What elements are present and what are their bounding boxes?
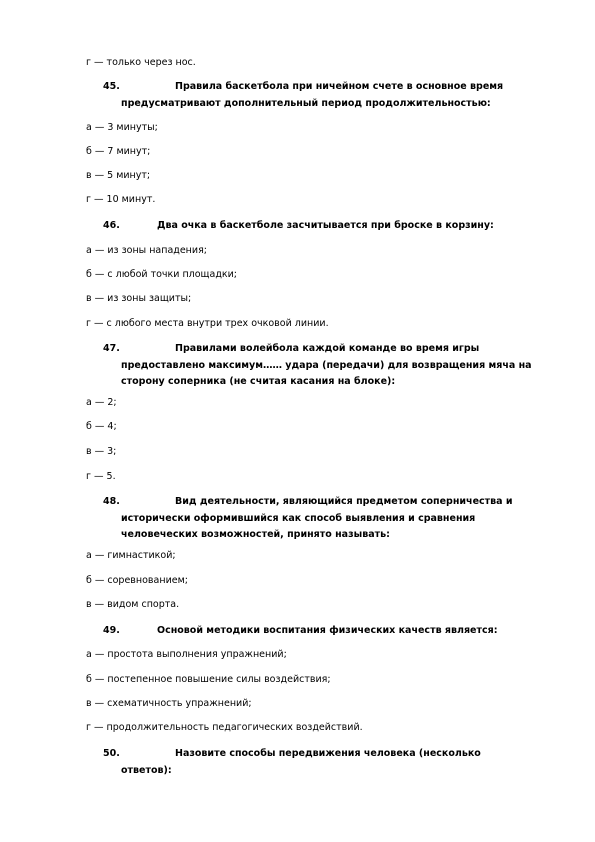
answer-line: б — 4; xyxy=(86,421,117,432)
answer-line: а — из зоны нападения; xyxy=(86,245,207,256)
answer-line: г — с любого места внутри трех очковой линии. xyxy=(86,318,329,329)
question-46 xyxy=(103,218,558,235)
answer-line: а — 3 минуты; xyxy=(86,122,158,133)
answer-line: б — с любой точки площадки; xyxy=(86,269,238,280)
answer-line: г — 5. xyxy=(86,471,116,482)
answer-line: а — гимнастикой; xyxy=(86,550,176,561)
question-text: Основой методики воспитания физических качеств является: xyxy=(157,625,498,636)
question-number: 45. xyxy=(103,81,120,92)
answer-line: а — 2; xyxy=(86,397,117,408)
question-number: 46. xyxy=(103,220,120,231)
question-number: 47. xyxy=(103,343,120,354)
answer-line: в — из зоны защиты; xyxy=(86,293,192,304)
question-text: Вид деятельности, являющийся предметом соперничества и исторически оформившийся как способ выявления и сравнения человеческих возможностей, принято называть: xyxy=(121,496,513,540)
question-text: Два очка в баскетболе засчитывается при броске в корзину: xyxy=(157,220,494,231)
question-text: Правилами волейбола каждой команде во время игры предоставлено максимум…… удара (передачи) для возвращения мяча на сторону соперника (не считая касания на блоке): xyxy=(121,343,532,387)
question-number: 48. xyxy=(103,496,120,507)
answer-line: г — только через нос. xyxy=(86,57,196,68)
answer-line: в — видом спорта. xyxy=(86,599,180,610)
answer-line: г — продолжительность педагогических воздействий. xyxy=(86,722,363,733)
question-47 xyxy=(103,341,558,391)
answer-line: б — 7 минут; xyxy=(86,146,151,157)
answer-line: г — 10 минут. xyxy=(86,194,156,205)
answer-line: в — 3; xyxy=(86,446,117,457)
answer-line: б — соревнованием; xyxy=(86,575,188,586)
answer-line: б — постепенное повышение силы воздействия; xyxy=(86,674,331,685)
question-45 xyxy=(103,79,558,112)
question-text: Назовите способы передвижения человека (несколько ответов): xyxy=(121,748,481,776)
question-48 xyxy=(103,494,558,544)
question-text: Правила баскетбола при ничейном счете в основное время предусматривают дополнительный период продолжительностью: xyxy=(121,81,504,109)
question-50 xyxy=(103,746,558,779)
answer-line: в — 5 минут; xyxy=(86,170,151,181)
question-number: 50. xyxy=(103,748,120,759)
question-49 xyxy=(103,623,558,640)
question-number: 49. xyxy=(103,625,120,636)
answer-line: а — простота выполнения упражнений; xyxy=(86,649,287,660)
answer-line: в — схематичность упражнений; xyxy=(86,698,252,709)
